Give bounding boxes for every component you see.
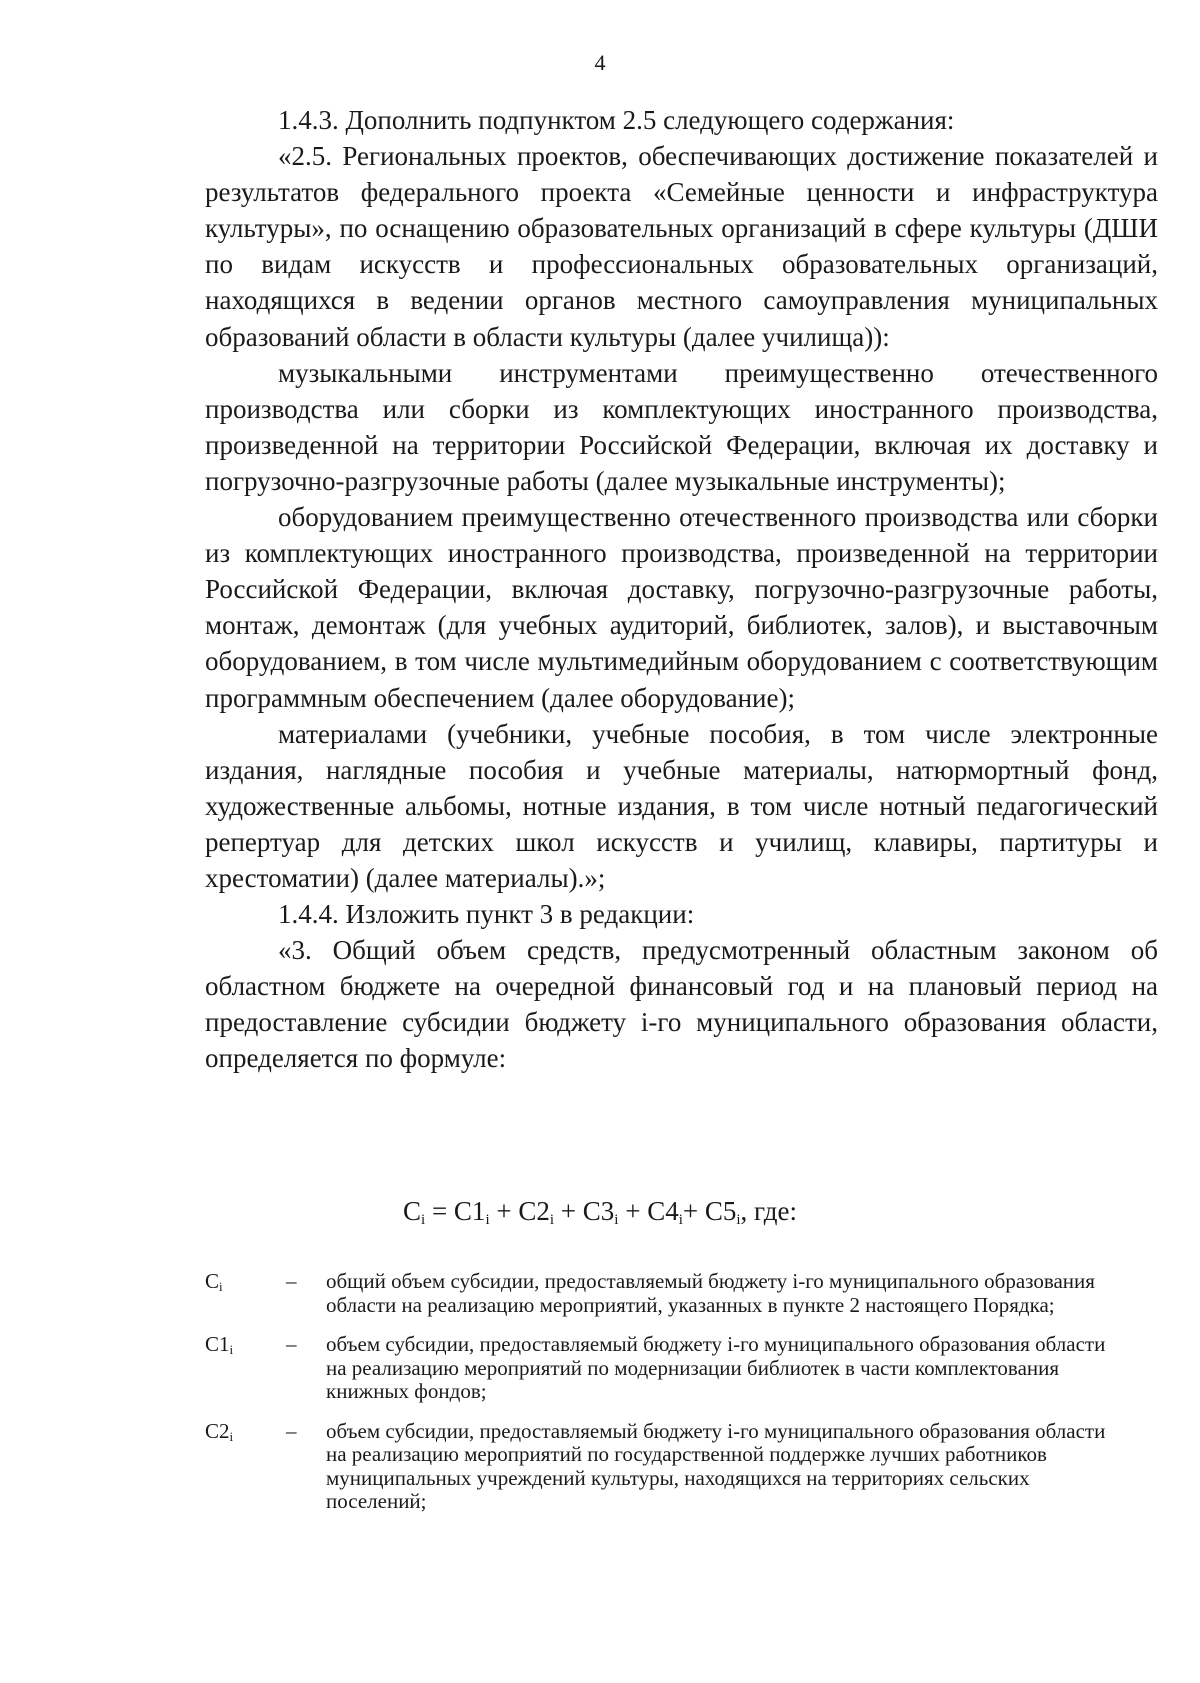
- paragraph-2-5: «2.5. Региональных проектов, обеспечивающих достижение показателей и результатов федерального проекта «Семейные ценности и инфраструктура культуры», по оснащению образовательных организаций в сфере культуры (ДШИ по видам искусств и профессиональных образовательных организаций, находящихся в ведении органов местного самоуправления муниципальных образований области в области культуры (далее училища)):: [205, 141, 1158, 352]
- definition-symbol: [205, 1270, 278, 1294]
- definition-dash: –: [286, 1332, 297, 1356]
- page-number: 4: [594, 50, 606, 75]
- definition-dash: –: [286, 1418, 297, 1443]
- subsidy-formula: [0, 1193, 1200, 1229]
- formula-term-c5: C5: [704, 1196, 737, 1226]
- definition-row: [205, 1270, 1158, 1317]
- formula-tail: , где:: [740, 1196, 797, 1226]
- paragraph-3: «3. Общий объем средств, предусмотренный областным законом об областном бюджете на очередной финансовый год и на плановый период на предоставление субсидии бюджету i-го муниципального образования области, определяется по формуле:: [205, 935, 1158, 1074]
- definition-symbol-base: C1: [205, 1332, 230, 1356]
- paragraph-materials: материалами (учебники, учебные пособия, в том числе электронные издания, наглядные пособия и учебные материалы, натюрмортный фонд, художественные альбомы, нотные издания, в том числе нотный педагогический репертуар для детских школ искусств и училищ, клавиры, партитуры и хрестоматии) (далее материалы).»;: [205, 718, 1158, 893]
- formula-lhs: C: [403, 1196, 422, 1226]
- formula-definitions: [205, 1270, 1158, 1530]
- paragraph-1-4-4: 1.4.4. Изложить пункт 3 в редакции:: [278, 899, 695, 930]
- formula-term-c4-sub: i: [678, 1212, 683, 1228]
- definition-row: [205, 1333, 1158, 1404]
- formula-term-c3-sub: i: [614, 1212, 619, 1228]
- definition-text: объем субсидии, предоставляемый бюджету i-го муниципального образования области на реализацию мероприятий по модернизации библиотек в части комплектования книжных фондов;: [326, 1332, 1106, 1403]
- definition-symbol: [205, 1333, 278, 1357]
- formula-term-c1: C1: [453, 1196, 486, 1226]
- formula-term-c2-sub: i: [549, 1212, 555, 1228]
- definition-symbol-sub: i: [229, 1428, 234, 1444]
- formula-plus: +: [682, 1196, 705, 1226]
- definition-text: объем субсидии, предоставляемый бюджету i-го муниципального образования области на реализацию мероприятий по государственной поддержке лучших работников муниципальных учреждений культуры, находящихся на территориях сельских поселений;: [326, 1418, 1106, 1513]
- document-body: [205, 102, 1158, 1077]
- formula-plus: +: [489, 1196, 519, 1226]
- formula-term-c4: C4: [647, 1196, 679, 1226]
- definition-dash: –: [286, 1269, 297, 1293]
- definition-symbol-base: C2: [205, 1418, 230, 1443]
- formula-plus: +: [618, 1196, 648, 1226]
- paragraph-equipment: оборудованием преимущественно отечественного производства или сборки из комплектующих иностранного производства, произведенной на территории Российской Федерации, включая доставку, погрузочно-разгрузочные работы, монтаж, демонтаж (для учебных аудиторий, библиотек, залов), и выставочным оборудованием, в том числе мультимедийным оборудованием с соответствующим программным обеспечением (далее оборудование);: [205, 502, 1158, 713]
- definition-symbol-sub: i: [219, 1279, 223, 1294]
- paragraph-musical-instruments: музыкальными инструментами преимущественно отечественного производства или сборки из комплектующих иностранного производства, произведенной на территории Российской Федерации, включая их доставку и погрузочно-разгрузочные работы (далее музыкальные инструменты);: [205, 357, 1158, 496]
- formula-term-c5-sub: i: [736, 1212, 741, 1228]
- formula-term-c3: C3: [582, 1196, 615, 1226]
- definition-symbol-sub: i: [229, 1342, 234, 1357]
- definition-text: общий объем субсидии, предоставляемый бюджету i-го муниципального образования области на реализацию мероприятий, указанных в пункте 2 настоящего Порядка;: [326, 1269, 1095, 1317]
- definition-row: [205, 1420, 1158, 1514]
- paragraph-1-4-3: 1.4.3. Дополнить подпунктом 2.5 следующего содержания:: [278, 105, 955, 135]
- formula-term-c2: C2: [518, 1196, 550, 1226]
- definition-symbol-base: C: [205, 1269, 220, 1293]
- formula-plus: +: [554, 1196, 583, 1226]
- formula-term-c1-sub: i: [485, 1212, 490, 1228]
- formula-lhs-sub: i: [421, 1212, 426, 1228]
- definition-symbol: [205, 1420, 278, 1444]
- formula-equals: =: [425, 1196, 454, 1226]
